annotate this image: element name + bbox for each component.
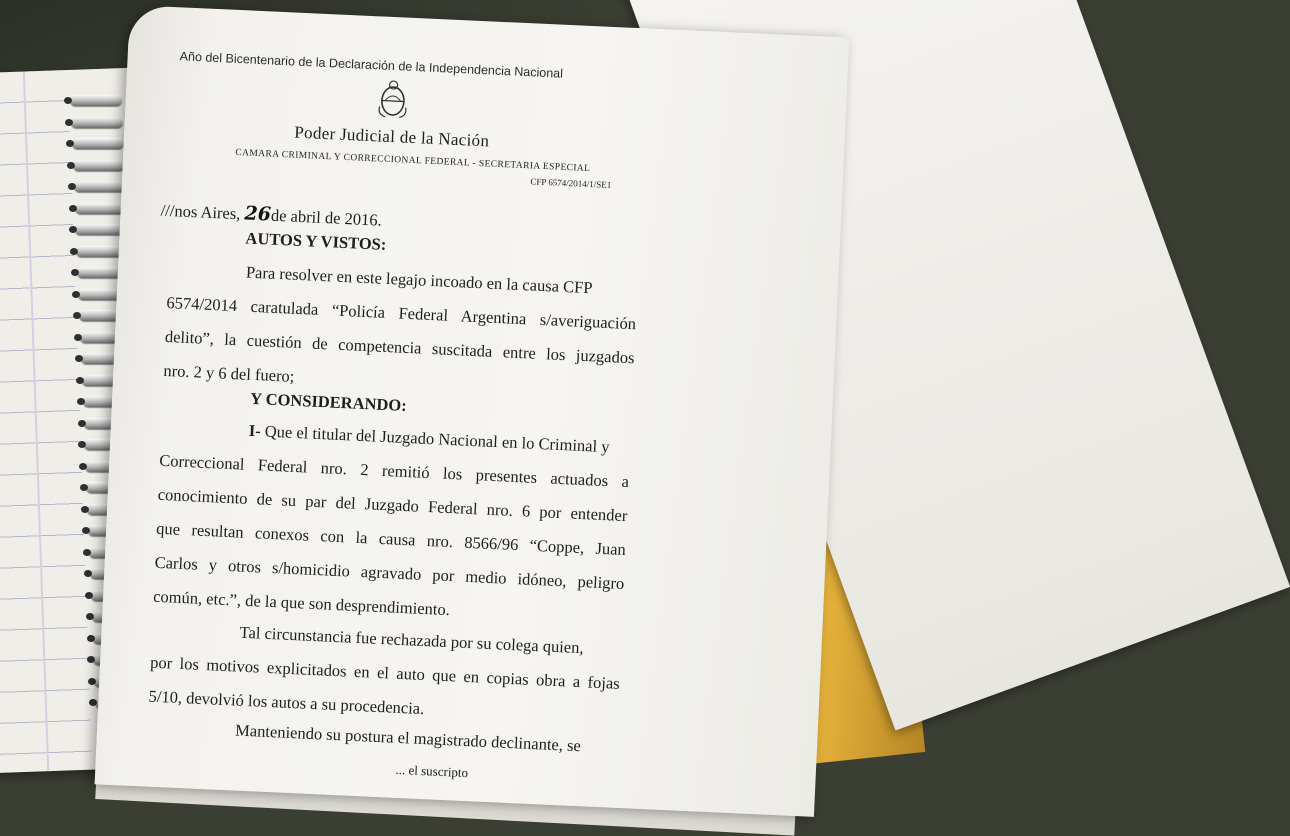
paragraph-3-line-3: 5/10, devolvió los autos a su procedencia.: [148, 686, 425, 719]
paragraph-2-line-5: [154, 553, 624, 594]
date-line: [160, 199, 382, 231]
p1-l3: delito”, la cuestión de competencia suscitada entre los juzgados: [164, 326, 635, 368]
p2-l2: Correccional Federal nro. 2 remitió los presentes actuados a: [158, 450, 630, 492]
camara-line: CAMARA CRIMINAL Y CORRECCIONAL FEDERAL - SECRETARIA ESPECIAL: [235, 147, 591, 175]
paragraph-1-line-2: [166, 293, 636, 334]
p2-l1: Que el titular del Juzgado Nacional en lo Criminal y: [264, 421, 610, 457]
bicentenario-line: Año del Bicentenario de la Declaración de la Independencia Nacional: [179, 49, 564, 81]
p2-l5: Carlos y otros s/homicidio agravado por medio idóneo, peligro: [154, 552, 625, 594]
paragraph-2-line-2: [159, 451, 629, 492]
section-number: I-: [248, 420, 262, 441]
paragraph-1-line-4: nro. 2 y 6 del fuero;: [163, 360, 295, 386]
p1-l2: 6574/2014 caratulada “Policía Federal Argentina s/averiguación: [166, 292, 637, 334]
date-suffix: de abril de 2016.: [270, 205, 383, 230]
considerando-heading-text: Y CONSIDERANDO: [249, 388, 402, 415]
spiral-ring: [74, 181, 126, 192]
paragraph-2-line-1: [248, 421, 610, 457]
place-prefix: ///nos Aires,: [160, 200, 241, 224]
paragraph-1-line-1: Para resolver en este legajo incoado en la causa CFP: [245, 262, 593, 298]
expediente-number: CFP 6574/2014/1/SE1: [530, 176, 612, 191]
spiral-ring: [70, 95, 122, 106]
p2-l3: conocimiento de su par del Juzgado Federal nro. 6 por entender: [157, 484, 628, 526]
document-page: [95, 5, 850, 817]
p3-l2: por los motivos explicitados en el auto que en copias obra a fojas: [149, 652, 621, 693]
considerando-colon: :: [400, 395, 408, 415]
p2-l4: que resultan conexos con la causa nro. 8566/96 “Coppe, Juan: [155, 518, 627, 560]
autos-heading-text: AUTOS Y VISTOS: [245, 228, 382, 254]
spiral-ring: [75, 203, 127, 214]
autos-colon: :: [380, 234, 387, 254]
poder-judicial-title: Poder Judicial de la Nación: [293, 122, 490, 151]
paragraph-4-line-1: Manteniendo su postura el magistrado declinante, se: [234, 720, 582, 756]
spiral-ring: [73, 160, 125, 171]
considerando-heading: [250, 389, 407, 416]
paragraph-1-line-3: [165, 327, 635, 368]
paragraph-4-line-2: ... el suscripto: [395, 761, 469, 781]
paragraph-3-line-2: [150, 653, 620, 694]
argentine-coat-of-arms-icon: [375, 76, 411, 121]
spiral-ring: [72, 138, 124, 149]
handwritten-day: 26: [244, 202, 272, 226]
paragraph-3-line-1: Tal circunstancia fue rechazada por su colega quien,: [239, 622, 585, 658]
autos-heading: [245, 228, 387, 254]
paragraph-2-line-3: [157, 485, 627, 526]
paragraph-2-line-6: común, etc.”, de la que son desprendimiento.: [152, 586, 451, 620]
spiral-ring: [71, 117, 123, 128]
paragraph-2-line-4: [156, 519, 626, 560]
